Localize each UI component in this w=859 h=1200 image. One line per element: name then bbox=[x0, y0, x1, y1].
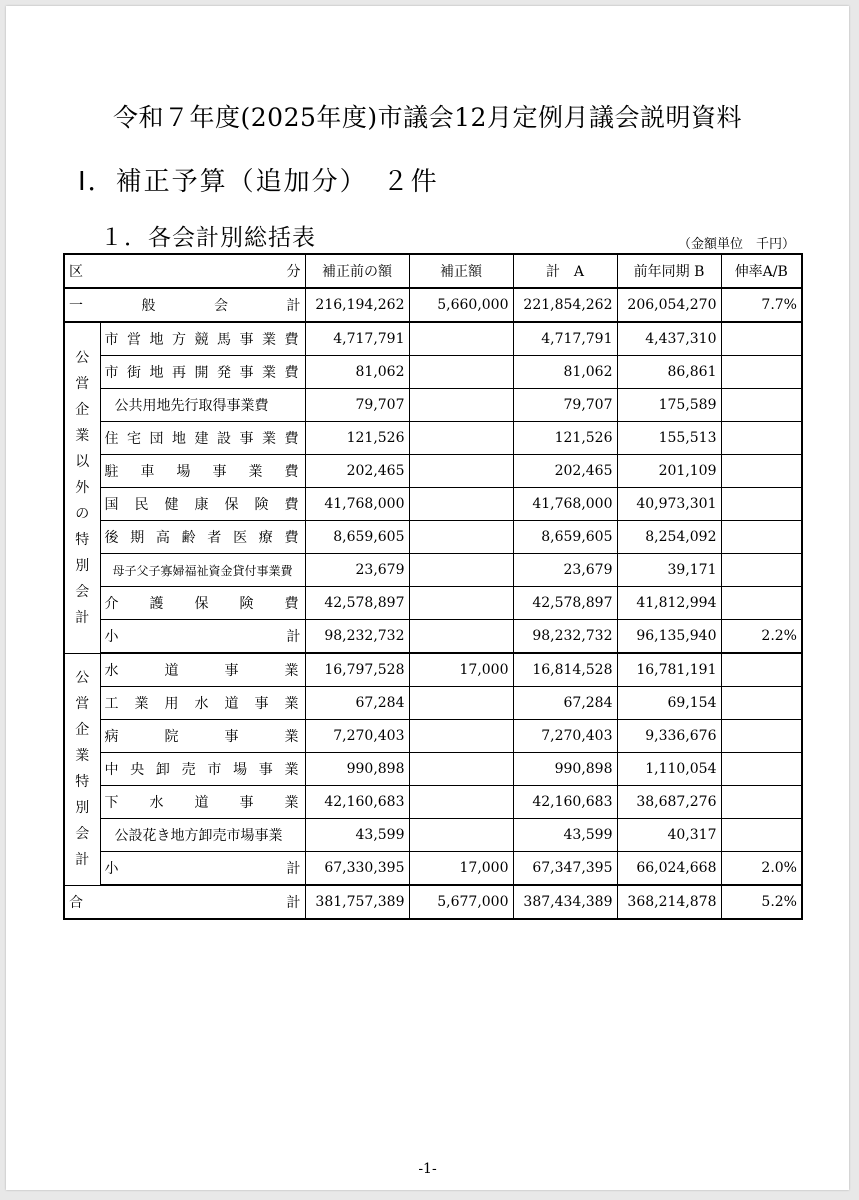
header-before: 補正前の額 bbox=[305, 254, 409, 288]
account-before: 7,270,403 bbox=[305, 720, 409, 753]
account-total: 79,707 bbox=[513, 389, 617, 422]
general-label: 一 般 会 計 bbox=[64, 288, 305, 322]
account-total: 23,679 bbox=[513, 554, 617, 587]
table-row bbox=[64, 687, 802, 720]
subtotal-amount bbox=[409, 620, 513, 654]
grand-total-label: 合 計 bbox=[64, 885, 305, 919]
account-before: 81,062 bbox=[305, 356, 409, 389]
account-name: 母子父子寡婦福祉資金貸付事業費 bbox=[100, 554, 305, 587]
account-prev: 41,812,994 bbox=[617, 587, 721, 620]
account-before: 990,898 bbox=[305, 753, 409, 786]
table-row bbox=[64, 521, 802, 554]
account-name: 中央卸売市場事業 bbox=[100, 753, 305, 786]
account-prev: 16,781,191 bbox=[617, 653, 721, 687]
account-name: 公共用地先行取得事業費 bbox=[100, 389, 305, 422]
account-before: 42,578,897 bbox=[305, 587, 409, 620]
table-row bbox=[64, 455, 802, 488]
account-amount bbox=[409, 389, 513, 422]
subtotal-before: 67,330,395 bbox=[305, 852, 409, 886]
account-name: 下水道事業 bbox=[100, 786, 305, 819]
account-rate bbox=[721, 587, 802, 620]
account-rate bbox=[721, 455, 802, 488]
account-prev: 38,687,276 bbox=[617, 786, 721, 819]
subtotal-prev: 66,024,668 bbox=[617, 852, 721, 886]
enterprise-special-accounts-label-text: 公営企業特別会計 bbox=[75, 670, 90, 868]
general-before: 216,194,262 bbox=[305, 288, 409, 322]
account-rate bbox=[721, 356, 802, 389]
subtotal-amount: 17,000 bbox=[409, 852, 513, 886]
account-amount bbox=[409, 455, 513, 488]
account-before: 121,526 bbox=[305, 422, 409, 455]
table-row bbox=[64, 653, 802, 687]
account-name: 国民健康保険費 bbox=[100, 488, 305, 521]
account-amount bbox=[409, 488, 513, 521]
account-total: 41,768,000 bbox=[513, 488, 617, 521]
non-enterprise-special-accounts-subtotal-row bbox=[64, 620, 802, 654]
account-name: 市街地再開発事業費 bbox=[100, 356, 305, 389]
summary-table bbox=[63, 253, 803, 920]
subtotal-label: 小 計 bbox=[100, 620, 305, 654]
account-total: 990,898 bbox=[513, 753, 617, 786]
account-prev: 1,110,054 bbox=[617, 753, 721, 786]
account-name: 水道事業 bbox=[100, 653, 305, 687]
account-name: 工業用水道事業 bbox=[100, 687, 305, 720]
account-name: 駐車場事業費 bbox=[100, 455, 305, 488]
enterprise-special-accounts-subtotal-row bbox=[64, 852, 802, 886]
subtotal-prev: 96,135,940 bbox=[617, 620, 721, 654]
account-amount bbox=[409, 521, 513, 554]
grand-total-amount: 5,677,000 bbox=[409, 885, 513, 919]
account-total: 202,465 bbox=[513, 455, 617, 488]
account-amount bbox=[409, 356, 513, 389]
table-row bbox=[64, 389, 802, 422]
account-prev: 39,171 bbox=[617, 554, 721, 587]
section-heading: Ⅰ．補正予算（追加分） ２件 bbox=[78, 167, 439, 197]
account-total: 7,270,403 bbox=[513, 720, 617, 753]
enterprise-special-accounts-label bbox=[64, 653, 100, 885]
account-prev: 40,973,301 bbox=[617, 488, 721, 521]
account-prev: 201,109 bbox=[617, 455, 721, 488]
account-before: 23,679 bbox=[305, 554, 409, 587]
account-rate bbox=[721, 687, 802, 720]
subtotal-label: 小 計 bbox=[100, 852, 305, 886]
table-row bbox=[64, 422, 802, 455]
account-rate bbox=[721, 819, 802, 852]
account-amount bbox=[409, 720, 513, 753]
account-rate bbox=[721, 753, 802, 786]
table-row bbox=[64, 587, 802, 620]
account-name: 病院事業 bbox=[100, 720, 305, 753]
account-amount bbox=[409, 587, 513, 620]
account-amount bbox=[409, 819, 513, 852]
grand-total-row bbox=[64, 885, 802, 919]
general-prev: 206,054,270 bbox=[617, 288, 721, 322]
account-name: 公設花き地方卸売市場事業 bbox=[100, 819, 305, 852]
account-before: 8,659,605 bbox=[305, 521, 409, 554]
account-before: 42,160,683 bbox=[305, 786, 409, 819]
subtotal-before: 98,232,732 bbox=[305, 620, 409, 654]
subtotal-rate: 2.0% bbox=[721, 852, 802, 886]
account-before: 4,717,791 bbox=[305, 322, 409, 356]
subtotal-total: 98,232,732 bbox=[513, 620, 617, 654]
account-amount bbox=[409, 786, 513, 819]
header-rate: 伸率A/B bbox=[721, 254, 802, 288]
table-row bbox=[64, 753, 802, 786]
account-rate bbox=[721, 653, 802, 687]
account-prev: 86,861 bbox=[617, 356, 721, 389]
unit-note: （金額単位 千円） bbox=[678, 237, 796, 252]
account-name: 後期高齢者医療費 bbox=[100, 521, 305, 554]
subsection-heading: １．各会計別総括表 bbox=[100, 225, 316, 251]
account-before: 202,465 bbox=[305, 455, 409, 488]
account-amount bbox=[409, 422, 513, 455]
account-prev: 8,254,092 bbox=[617, 521, 721, 554]
account-before: 41,768,000 bbox=[305, 488, 409, 521]
subtotal-total: 67,347,395 bbox=[513, 852, 617, 886]
table-row bbox=[64, 720, 802, 753]
subtotal-rate: 2.2% bbox=[721, 620, 802, 654]
header-total: 計 A bbox=[513, 254, 617, 288]
account-amount bbox=[409, 554, 513, 587]
account-total: 43,599 bbox=[513, 819, 617, 852]
account-name: 市営地方競馬事業費 bbox=[100, 322, 305, 356]
account-prev: 4,437,310 bbox=[617, 322, 721, 356]
document-page bbox=[6, 6, 849, 1190]
account-amount bbox=[409, 753, 513, 786]
account-amount bbox=[409, 687, 513, 720]
account-prev: 175,589 bbox=[617, 389, 721, 422]
account-name: 住宅団地建設事業費 bbox=[100, 422, 305, 455]
general-total: 221,854,262 bbox=[513, 288, 617, 322]
table-row bbox=[64, 554, 802, 587]
page-number: -1- bbox=[418, 1161, 437, 1177]
grand-total-prev: 368,214,878 bbox=[617, 885, 721, 919]
non-enterprise-special-accounts-label-text: 公営企業以外の特別会計 bbox=[75, 349, 90, 626]
general-rate: 7.7% bbox=[721, 288, 802, 322]
account-total: 8,659,605 bbox=[513, 521, 617, 554]
table-row bbox=[64, 322, 802, 356]
account-total: 16,814,528 bbox=[513, 653, 617, 687]
account-rate bbox=[721, 422, 802, 455]
grand-total-rate: 5.2% bbox=[721, 885, 802, 919]
header-amount: 補正額 bbox=[409, 254, 513, 288]
account-total: 121,526 bbox=[513, 422, 617, 455]
table-row bbox=[64, 488, 802, 521]
account-prev: 69,154 bbox=[617, 687, 721, 720]
table-row bbox=[64, 819, 802, 852]
account-amount: 17,000 bbox=[409, 653, 513, 687]
account-rate bbox=[721, 389, 802, 422]
account-rate bbox=[721, 488, 802, 521]
non-enterprise-special-accounts-label bbox=[64, 322, 100, 653]
account-total: 67,284 bbox=[513, 687, 617, 720]
account-total: 81,062 bbox=[513, 356, 617, 389]
grand-total-total: 387,434,389 bbox=[513, 885, 617, 919]
account-before: 16,797,528 bbox=[305, 653, 409, 687]
header-category: 区 分 bbox=[64, 254, 305, 288]
account-rate bbox=[721, 786, 802, 819]
account-rate bbox=[721, 521, 802, 554]
account-prev: 40,317 bbox=[617, 819, 721, 852]
account-total: 42,160,683 bbox=[513, 786, 617, 819]
account-before: 67,284 bbox=[305, 687, 409, 720]
account-rate bbox=[721, 322, 802, 356]
account-rate bbox=[721, 554, 802, 587]
table-row bbox=[64, 786, 802, 819]
general-account-row bbox=[64, 288, 802, 322]
grand-total-before: 381,757,389 bbox=[305, 885, 409, 919]
general-amount: 5,660,000 bbox=[409, 288, 513, 322]
account-amount bbox=[409, 322, 513, 356]
document-title: 令和７年度(2025年度)市議会12月定例月議会説明資料 bbox=[113, 103, 742, 132]
table-header-row bbox=[64, 254, 802, 288]
account-before: 43,599 bbox=[305, 819, 409, 852]
account-rate bbox=[721, 720, 802, 753]
account-before: 79,707 bbox=[305, 389, 409, 422]
account-prev: 9,336,676 bbox=[617, 720, 721, 753]
account-total: 4,717,791 bbox=[513, 322, 617, 356]
header-prev: 前年同期 B bbox=[617, 254, 721, 288]
account-prev: 155,513 bbox=[617, 422, 721, 455]
account-total: 42,578,897 bbox=[513, 587, 617, 620]
table-row bbox=[64, 356, 802, 389]
account-name: 介護保険費 bbox=[100, 587, 305, 620]
